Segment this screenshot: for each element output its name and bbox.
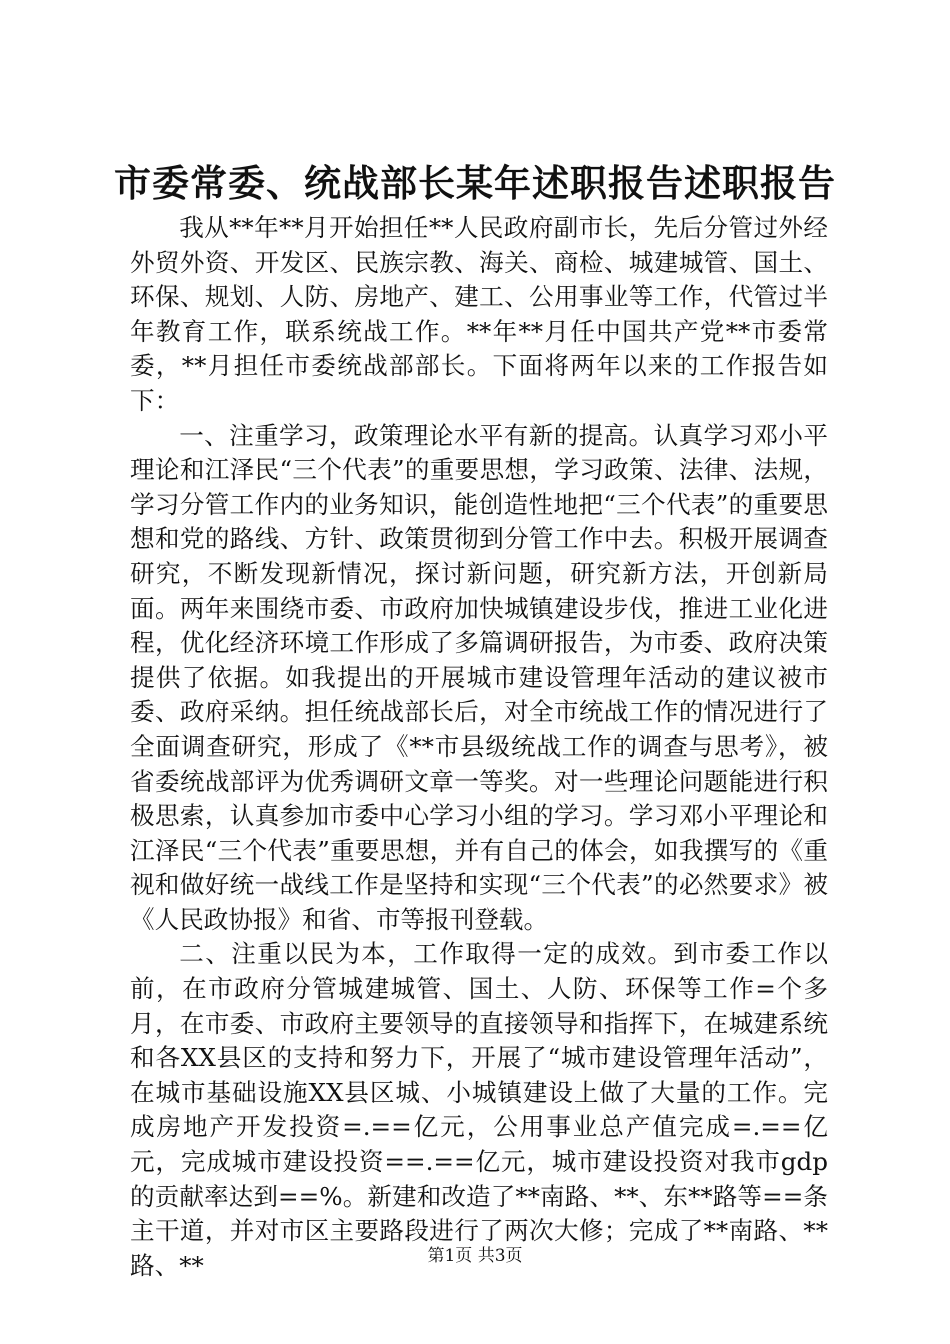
paragraph-intro: 我从**年**月开始担任**人民政府副市长，先后分管过外经外贸外资、开发区、民族宗教、海关、商检、城建城管、国土、环保、规划、人防、房地产、建工、公用事业等工作，代管过半年教育工作，联系统战工作。**年**月任中国共产党**市委常委，**月担任市委统战部部长。下面将两年以来的工作报告如下：	[130, 213, 828, 415]
document-body	[130, 211, 828, 1283]
paragraph-section-2: 二、注重以民为本，工作取得一定的成效。到市委工作以前，在市政府分管城建城管、国土、人防、环保等工作=个多月，在市委、市政府主要领导的直接领导和指挥下，在城建系统和各XX县区的支持和努力下，开展了“城市建设管理年活动”，在城市基础设施XX县区城、小城镇建设上做了大量的工作。完成房地产开发投资=.==亿元，公用事业总产值完成=.==亿元，完成城市建设投资==.==亿元，城市建设投资对我市gdp的贡献率达到==%。新建和改造了**南路、**、东**路等==条主干道，并对市区主要路段进行了两次大修；完成了**南路、**路、**	[130, 939, 828, 1280]
paragraph-section-1: 一、注重学习，政策理论水平有新的提高。认真学习邓小平理论和江泽民“三个代表”的重要思想，学习政策、法律、法规，学习分管工作内的业务知识，能创造性地把“三个代表”的重要思想和党的路线、方针、政策贯彻到分管工作中去。积极开展调查研究，不断发现新情况，探讨新问题，研究新方法，开创新局面。两年来围绕市委、市政府加快城镇建设步伐，推进工业化进程，优化经济环境工作形成了多篇调研报告，为市委、政府决策提供了依据。如我提出的开展城市建设管理年活动的建议被市委、政府采纳。担任统战部长后，对全市统战工作的情况进行了全面调查研究，形成了《**市县级统战工作的调查与思考》，被省委统战部评为优秀调研文章一等奖。对一些理论问题能进行积极思索，认真参加市委中心学习小组的学习。学习邓小平理论和江泽民“三个代表”重要思想，并有自己的体会，如我撰写的《重视和做好统一战线工作是坚持和实现“三个代表”的必然要求》被《人民政协报》和省、市等报刊登载。	[130, 420, 828, 934]
document-title: 市委常委、统战部长某年述职报告述职报告	[114, 161, 836, 205]
page-footer: 第1页 共3页	[427, 1246, 523, 1266]
